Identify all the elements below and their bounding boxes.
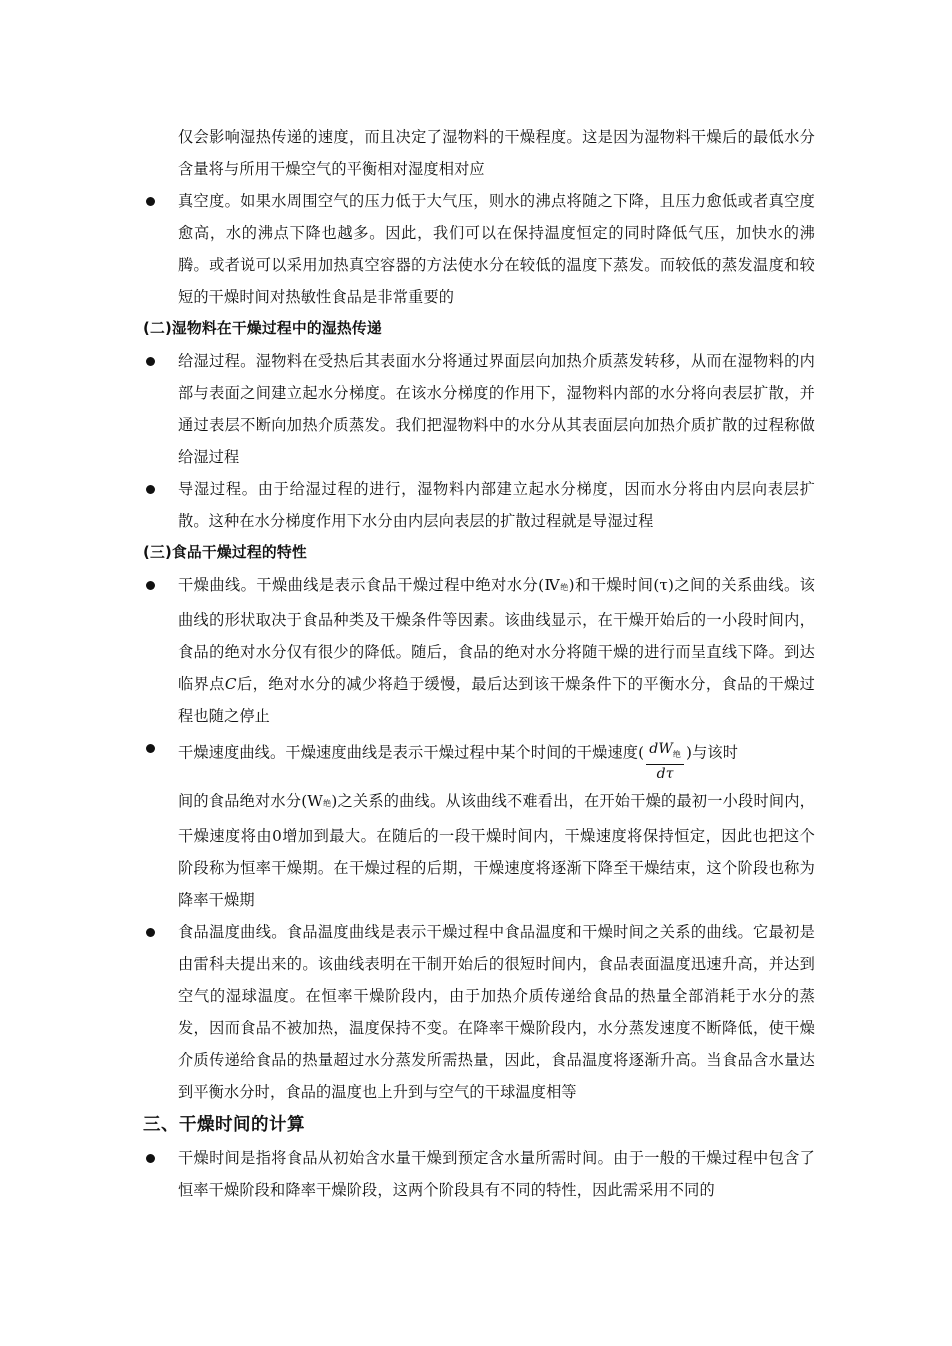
fraction-denominator: dτ bbox=[656, 765, 674, 782]
bullet-text: )之关系的曲线。从该曲线不难看出，在开始干燥的最初一小段时间内，干燥速度将由0增加到最大。在随后的一段干燥时间内，干燥速度将保持恒定，因此也把这个阶段称为恒率干燥期。在干燥过程的后期，干燥速度将逐渐下降至干燥结束，这个阶段也称为降率干燥期 bbox=[178, 791, 815, 909]
bullet-text: 干燥时间是指将食品从初始含水量干燥到预定含水量所需时间。由于一般的干燥过程中包含了恒率干燥阶段和降率干燥阶段，这两个阶段具有不同的特性，因此需采用不同的 bbox=[178, 1148, 815, 1199]
symbol-moisture: Ⅳ bbox=[544, 576, 561, 594]
section-heading-main: 三、干燥时间的计算 bbox=[143, 1114, 305, 1135]
bullet-text: 导湿过程。由于给湿过程的进行，湿物料内部建立起水分梯度，因而水分将由内层向表层扩散。这种在水分梯度作用下水分由内层向表层的扩散过程就是导湿过程 bbox=[178, 480, 815, 530]
symbol-subscript: 绝 bbox=[560, 583, 569, 592]
bullet-text: 后，绝对水分的减少将趋于缓慢，最后达到该干燥条件下的平衡水分，食品的干燥过程也随之停止 bbox=[178, 675, 815, 725]
paragraph-continuation bbox=[143, 121, 815, 185]
bullet-drying-time bbox=[143, 1142, 815, 1206]
fraction-numerator bbox=[646, 740, 684, 765]
bullet-text: )与该时 bbox=[686, 743, 739, 762]
bullet-icon bbox=[146, 744, 155, 753]
critical-point-symbol: C bbox=[224, 675, 237, 693]
numerator-subscript: 绝 bbox=[672, 749, 682, 759]
bullet-drying-curve bbox=[143, 569, 815, 732]
bullet-icon bbox=[146, 197, 155, 206]
bullet-moisture-conduction bbox=[143, 473, 815, 537]
bullet-surface-moisture bbox=[143, 345, 815, 473]
bullet-icon bbox=[146, 581, 155, 590]
section-heading-2: (二)湿物料在干燥过程中的湿热传递 bbox=[143, 320, 382, 337]
bullet-drying-rate-curve bbox=[143, 732, 815, 785]
bullet-temperature-curve bbox=[143, 916, 815, 1108]
bullet-icon bbox=[146, 357, 155, 366]
bullet-icon bbox=[146, 928, 155, 937]
bullet-vacuum bbox=[143, 185, 815, 313]
bullet-text: 给湿过程。湿物料在受热后其表面水分将通过界面层向加热介质蒸发转移，从而在湿物料的内部与表面之间建立起水分梯度。在该水分梯度的作用下，湿物料内部的水分将向表层扩散，并通过表层不断向加热介质蒸发。我们把湿物料中的水分从其表面层向加热介质扩散的过程称做给湿过程 bbox=[178, 352, 815, 466]
bullet-text: 干燥曲线。干燥曲线是表示食品干燥过程中绝对水分( bbox=[178, 576, 545, 594]
bullet-text: 食品温度曲线。食品温度曲线是表示干燥过程中食品温度和干燥时间之关系的曲线。它最初是由雷科夫提出来的。该曲线表明在干制开始后的很短时间内，食品表面温度迅速升高，并达到空气的湿球温度。在恒率干燥阶段内，由于加热介质传递给食品的热量全部消耗于水分的蒸发，因而食品不被加热，温度保持不变。在降率干燥阶段内，水分蒸发速度不断降低，使干燥介质传递给食品的热量超过水分蒸发所需热量，因此，食品温度将逐渐升高。当食品含水量达到平衡水分时，食品的温度也上升到与空气的干球温度相等 bbox=[178, 922, 815, 1101]
rate-fraction bbox=[646, 740, 684, 783]
numerator-text: dW bbox=[649, 741, 673, 757]
document-body bbox=[143, 121, 815, 1206]
bullet-drying-rate-curve-cont bbox=[143, 785, 815, 916]
bullet-text: 真空度。如果水周围空气的压力低于大气压，则水的沸点将随之下降，且压力愈低或者真空度愈高，水的沸点下降也越多。因此，我们可以在保持温度恒定的同时降低气压，加快水的沸腾。或者说可以采用加热真空容器的方法使水分在较低的温度下蒸发。而较低的蒸发温度和较短的干燥时间对热敏性食品是非常重要的 bbox=[178, 192, 815, 306]
bullet-text: )和干燥时间(τ)之间的关系曲线。该曲线的形状取决于食品种类及干燥条件等因素。该曲线显示，在干燥开始后的一小段时间内，食品的绝对水分仅有很少的降低。随后，食品的绝对水分将随干燥的进行而呈直线下降。到达临界点 bbox=[178, 576, 815, 693]
bullet-text: 干燥速度曲线。干燥速度曲线是表示干燥过程中某个时间的干燥速度( bbox=[178, 743, 645, 762]
section-heading-3: (三)食品干燥过程的特性 bbox=[143, 544, 307, 561]
bullet-text: 间的食品绝对水分(W bbox=[178, 791, 324, 810]
bullet-icon bbox=[146, 485, 155, 494]
symbol-subscript: 绝 bbox=[323, 798, 332, 808]
paragraph-text: 仅会影响湿热传递的速度，而且决定了湿物料的干燥程度。这是因为湿物料干燥后的最低水分含量将与所用干燥空气的平衡相对湿度相对应 bbox=[178, 128, 815, 178]
bullet-icon bbox=[146, 1154, 155, 1163]
